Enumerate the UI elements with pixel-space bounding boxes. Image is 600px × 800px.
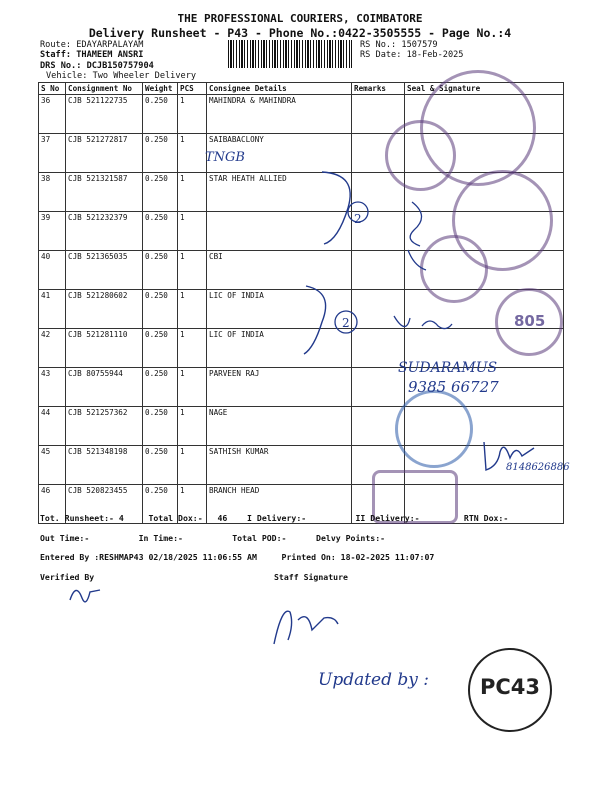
cell-consignment: CJB 521257362: [66, 407, 143, 446]
cell-consignment: CJB 521365035: [66, 251, 143, 290]
cell-weight: 0.250: [143, 290, 178, 329]
cell-weight: 0.250: [143, 173, 178, 212]
hw-phone-1: 9385 66727: [408, 378, 499, 396]
cell-sno: 36: [39, 95, 66, 134]
hw-two-1: 2: [354, 212, 362, 226]
cell-consignment: CJB 521280602: [66, 290, 143, 329]
vehicle: Vehicle: Two Wheeler Delivery: [46, 71, 197, 81]
rs-date: RS Date: 18-Feb-2025: [360, 50, 464, 60]
cell-weight: 0.250: [143, 368, 178, 407]
staff-signature-label: Staff Signature: [274, 572, 348, 582]
cell-pcs: 1: [178, 173, 207, 212]
col-sno: S No: [39, 83, 66, 95]
col-consignment: Consignment No: [66, 83, 143, 95]
cell-pcs: 1: [178, 329, 207, 368]
route: Route: EDAYARPALAYAM: [40, 40, 144, 50]
cell-details: STAR HEATH ALLIED: [207, 173, 352, 212]
cell-details: CBI: [207, 251, 352, 290]
hw-updated-by: Updated by :: [318, 670, 430, 690]
cell-details: SATHISH KUMAR: [207, 446, 352, 485]
cell-consignment: CJB 521281110: [66, 329, 143, 368]
cell-consignment: CJB 521348198: [66, 446, 143, 485]
cell-pcs: 1: [178, 290, 207, 329]
cell-weight: 0.250: [143, 95, 178, 134]
cell-pcs: 1: [178, 95, 207, 134]
cell-weight: 0.250: [143, 134, 178, 173]
col-remarks: Remarks: [352, 83, 405, 95]
times-line: Out Time:- In Time:- Total POD:- Delvy Points:-: [40, 533, 386, 543]
cell-pcs: 1: [178, 485, 207, 524]
cell-sno: 41: [39, 290, 66, 329]
cell-sno: 46: [39, 485, 66, 524]
cell-sno: 43: [39, 368, 66, 407]
cell-details: LIC OF INDIA: [207, 290, 352, 329]
barcode: [228, 40, 352, 68]
verified-by-label: Verified By: [40, 572, 95, 582]
round-stamp: [385, 120, 456, 191]
cell-sno: 40: [39, 251, 66, 290]
col-details: Consignee Details: [207, 83, 352, 95]
verified-signature: [66, 580, 106, 610]
canara-stamp: [395, 390, 473, 468]
cell-consignment: CJB 80755944: [66, 368, 143, 407]
cell-pcs: 1: [178, 446, 207, 485]
cell-consignment: CJB 521122735: [66, 95, 143, 134]
entered-line: Entered By :RESHMAP43 02/18/2025 11:06:55 AM Printed On: 18-02-2025 11:07:07: [40, 552, 435, 562]
cell-sno: 42: [39, 329, 66, 368]
cell-sno: 45: [39, 446, 66, 485]
cell-weight: 0.250: [143, 446, 178, 485]
cell-weight: 0.250: [143, 212, 178, 251]
cell-details: NAGE: [207, 407, 352, 446]
hw-two-2: 2: [342, 316, 350, 330]
staff-signature: [268, 600, 348, 650]
col-pcs: PCS: [178, 83, 207, 95]
cell-details: MAHINDRA & MAHINDRA: [207, 95, 352, 134]
cell-consignment: CJB 521232379: [66, 212, 143, 251]
cell-weight: 0.250: [143, 485, 178, 524]
cell-sno: 37: [39, 134, 66, 173]
cell-consignment: CJB 521272817: [66, 134, 143, 173]
company-title: THE PROFESSIONAL COURIERS, COIMBATORE: [177, 12, 423, 25]
cell-details: LIC OF INDIA: [207, 329, 352, 368]
cell-sno: 44: [39, 407, 66, 446]
signature-39-40: [400, 196, 440, 276]
runsheet-subtitle: Delivery Runsheet - P43 - Phone No.:0422-3505555 - Page No.:4: [88, 26, 512, 40]
cell-pcs: 1: [178, 407, 207, 446]
pc43-stamp: PC43: [468, 648, 552, 732]
rs-number: RS No.: 1507579: [360, 40, 438, 50]
cell-details: BRANCH HEAD: [207, 485, 352, 524]
cell-pcs: 1: [178, 251, 207, 290]
totals-line: Tot. Runsheet:- 4 Total Dox:- 46 I Delivery:- II Delivery:- RTN Dox:-: [40, 513, 509, 523]
cell-weight: 0.250: [143, 407, 178, 446]
drs-number: DRS No.: DCJB150757904: [40, 61, 154, 71]
cell-pcs: 1: [178, 368, 207, 407]
cell-pcs: 1: [178, 212, 207, 251]
cell-sno: 39: [39, 212, 66, 251]
col-weight: Weight: [143, 83, 178, 95]
cell-weight: 0.250: [143, 251, 178, 290]
staff: Staff: THAMEEM ANSRI: [40, 50, 144, 60]
bracket-marks-2: [300, 282, 370, 360]
hw-tngb: TNGB: [205, 150, 245, 165]
stamp-805: 805: [514, 312, 546, 330]
cell-sno: 38: [39, 173, 66, 212]
signature-45: [478, 436, 538, 476]
cell-consignment: CJB 520823455: [66, 485, 143, 524]
cell-remarks: [352, 368, 405, 407]
signature-41-42: [390, 312, 460, 338]
hw-phone-2: 8148626886: [506, 462, 570, 473]
hw-name: SUDARAMUS: [398, 360, 498, 376]
cell-pcs: 1: [178, 134, 207, 173]
cell-details: PARVEEN RAJ: [207, 368, 352, 407]
cell-consignment: CJB 521321587: [66, 173, 143, 212]
bracket-marks-1: [318, 168, 378, 248]
col-signature: Seal & Signature: [405, 83, 564, 95]
cell-details: SAIBABACLONY: [207, 134, 352, 173]
cell-weight: 0.250: [143, 329, 178, 368]
